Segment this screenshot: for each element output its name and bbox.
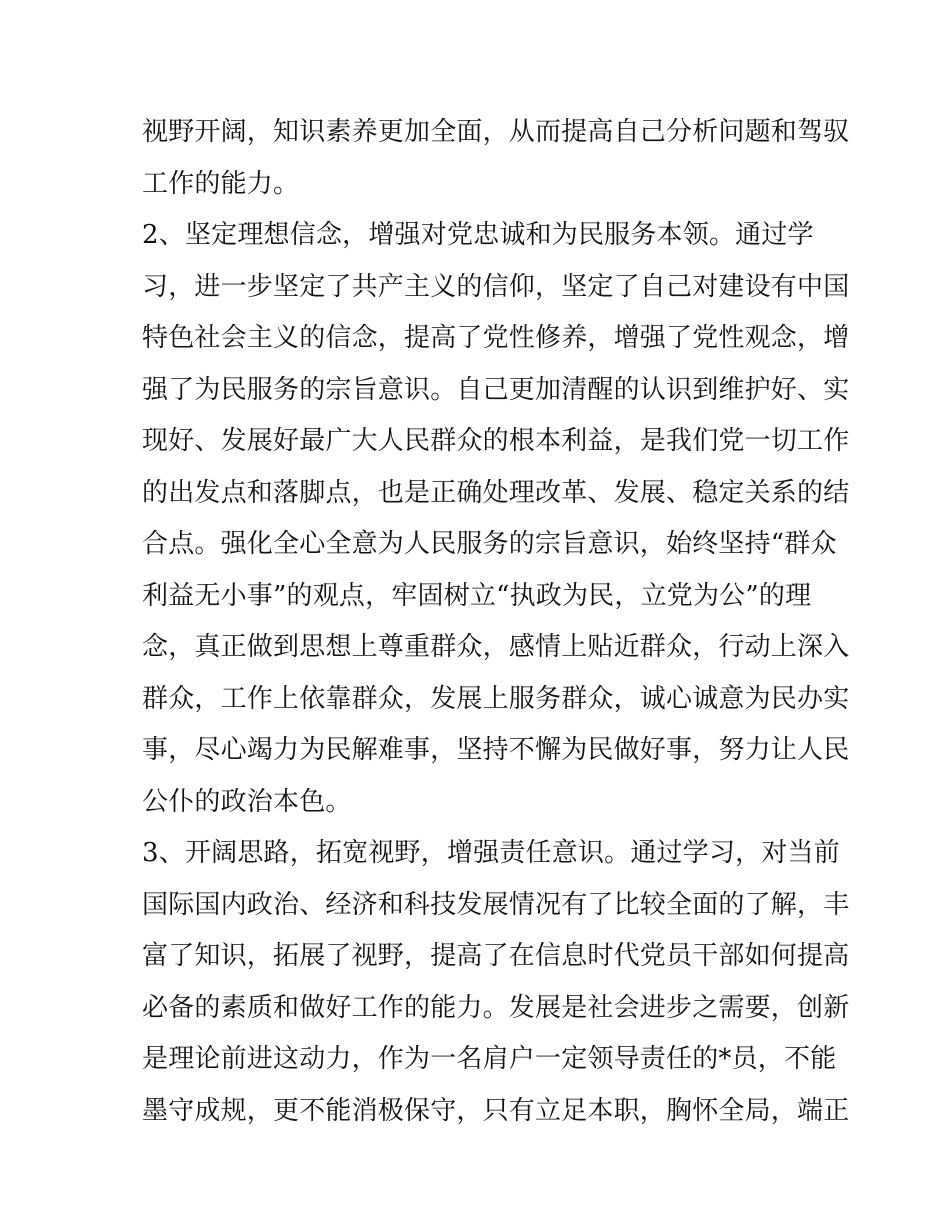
- text-line: 墨守成规，更不能消极保守，只有立足本职，胸怀全局，端正: [142, 1095, 850, 1126]
- document-body: [142, 107, 850, 1137]
- text-line: 2、坚定理想信念，增强对党忠诚和为民服务本领。通过学: [142, 220, 814, 250]
- text-line: 群众，工作上依靠群众，发展上服务群众，诚心诚意为民办实: [142, 683, 850, 714]
- text-line: 公仆的政治本色。: [142, 786, 352, 817]
- text-line: 国际国内政治、经济和科技发展情况有了比较全面的了解，丰: [142, 889, 850, 920]
- text-line: 特色社会主义的信念，提高了党性修养，增强了党性观念，增: [142, 323, 850, 353]
- text-line: 必备的素质和做好工作的能力。发展是社会进步之需要，创新: [142, 992, 850, 1023]
- text-line: 的出发点和落脚点，也是正确处理改革、发展、稳定关系的结: [142, 477, 850, 508]
- text-line: 强了为民服务的宗旨意识。自己更加清醒的认识到维护好、实: [142, 374, 850, 405]
- text-line: 视野开阔，知识素养更加全面，从而提高自己分析问题和驾驭: [142, 117, 850, 147]
- text-line: 利益无小事”的观点，牢固树立“执政为民，立党为公”的理: [142, 580, 812, 611]
- text-line: 3、开阔思路，拓宽视野，增强责任意识。通过学习，对当前: [142, 838, 840, 868]
- text-line: 念，真正做到思想上尊重群众，感情上贴近群众，行动上深入: [142, 632, 850, 662]
- text-line: 习，进一步坚定了共产主义的信仰，坚定了自己对建设有中国: [142, 271, 850, 302]
- text-line: 合点。强化全心全意为人民服务的宗旨意识，始终坚持“群众: [142, 529, 837, 559]
- text-line: 工作的能力。: [142, 168, 300, 199]
- text-line: 现好、发展好最广大人民群众的根本利益，是我们党一切工作: [142, 426, 850, 456]
- text-line: 富了知识，拓展了视野，提高了在信息时代党员干部如何提高: [142, 941, 850, 971]
- text-line: 是理论前进这动力，作为一名肩户一定领导责任的*员，不能: [142, 1044, 837, 1074]
- text-line: 事，尽心竭力为民解难事，坚持不懈为民做好事，努力让人民: [142, 735, 850, 765]
